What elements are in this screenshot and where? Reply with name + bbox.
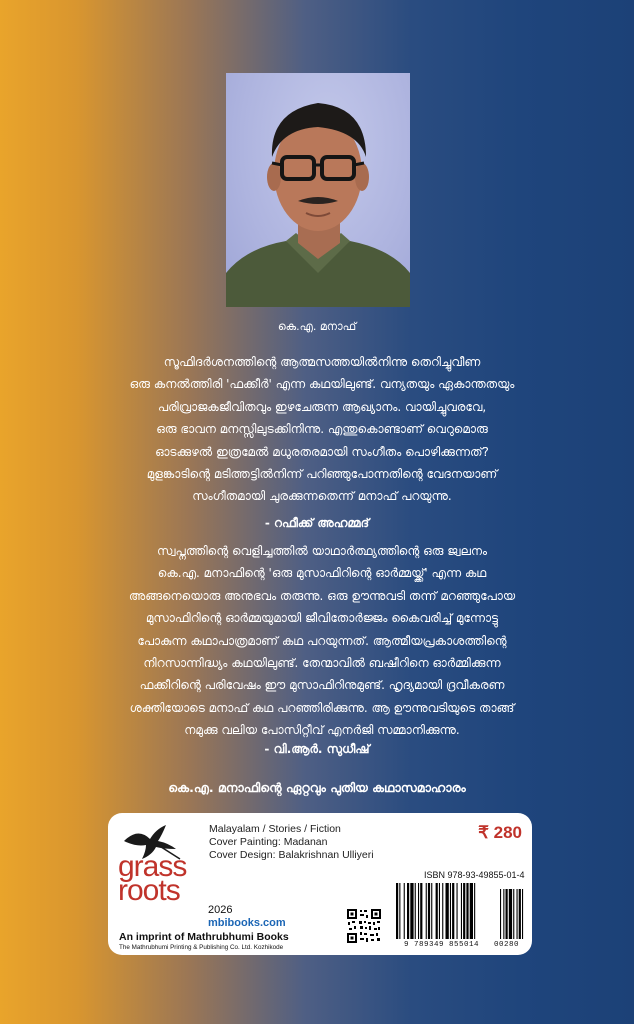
barcode-number	[404, 941, 519, 949]
barcode-main-digits: 9 789349 855014	[404, 941, 480, 949]
website-link[interactable]: mbibooks.com	[208, 917, 286, 929]
publisher-full-name: The Mathrubhumi Printing & Publishing Co. Ltd. Kozhikode	[119, 944, 284, 951]
review2-line: അങ്ങനെയൊരു അനുഭവം തരുന്നു. ഒരു ഊന്നുവടി തന്ന് മറഞ്ഞുപോയ	[128, 588, 516, 603]
price-label: ₹ 280	[478, 823, 522, 842]
review2-line: ശക്തിയോടെ മനാഫ് കഥ പറഞ്ഞിരിക്കുന്നു. ആ ഊന്നുവടിയുടെ താങ്ങ്	[129, 700, 515, 715]
review1-line: ഒരു കനൽത്തിരി 'ഫക്കീർ' എന്ന കഥയിലുണ്ട്. വന്യതയും ഏകാന്തതയും	[129, 377, 515, 392]
review2-line: പോകുന്ന കഥാപാത്രമാണ് കഥ പറയുന്നത്. ആത്മീയപ്രകാശത്തിന്റെ	[137, 633, 507, 648]
brand-line-1: grass	[118, 850, 187, 883]
review1-line: മുളങ്കാടിന്റെ മടിത്തട്ടിൽനിന്ന് പറിഞ്ഞുപോന്നതിന്റെ വേദനയാണ്	[146, 467, 498, 482]
publication-year: 2026	[208, 904, 233, 916]
review1-line: ഒരു ഭാവന മനസ്സിലുടക്കിനിന്നു. എന്തുകൊണ്ടാണ് വെറുമൊരു	[156, 422, 488, 437]
review2-line: സ്വപ്നത്തിന്റെ വെളിച്ചത്തിൽ യാഥാർത്ഥ്യത്തിന്റെ ഒരു ജ്വലനം	[156, 544, 488, 558]
review2-line: ഫക്കീറിന്റെ പരിവേഷം ഈ മുസാഫിറിനുമുണ്ട്. ഹൃദ്യമായി ദ്രവീകരണ	[139, 678, 505, 693]
review2-line: നിറസാന്നിദ്ധ്യം കഥയിലുണ്ട്. തേന്മാവിൽ ബഷീറിനെ ഓർമ്മിക്കുന്ന	[143, 656, 501, 671]
review1-line: സംഗീതമായി ചുരക്കുന്നതെന്ന് മനാഫ് പറയുന്നു.	[192, 489, 452, 504]
review1-line: ഓടക്കുഴൽ ഇത്രമേൽ മധുരതരമായി സംഗീതം പൊഴിക്കുന്നത്?	[155, 444, 489, 459]
isbn-label: ISBN 978-93-49855-01-4	[424, 870, 525, 880]
cover-painting-credit: Cover Painting: Madanan	[209, 836, 328, 848]
review2-line: കെ.എ. മനാഫിന്റെ 'ഒരു മുസാഫിറിന്റെ ഓർമ്മയ്ക്ക്' എന്ന കഥ	[157, 566, 487, 581]
qr-code-icon	[346, 908, 382, 944]
review-1-text	[112, 351, 532, 508]
book-tagline: കെ.എ. മനാഫിന്റെ ഏറ്റവും പുതിയ കഥാസമാഹാരം	[168, 780, 466, 795]
author-photo	[226, 73, 410, 307]
barcode-icon	[396, 883, 526, 941]
review2-line: മുസാഫിറിന്റെ ഓർമ്മയുമായി ജീവിതോർജ്ജം കൈവരിച്ച് മുന്നോട്ടു	[145, 611, 499, 626]
category-label: Malayalam / Stories / Fiction	[209, 823, 341, 835]
review1-line: പരിവ്രാജകജീവിതവും ഇഴചേരുന്ന ആഖ്യാനം. വായിച്ചുവരവേ,	[157, 399, 487, 414]
review2-line: നമുക്കു വലിയ പോസിറ്റീവ് എനർജി സമ്മാനിക്കുന്നു.	[184, 723, 460, 738]
imprint-line: An imprint of Mathrubhumi Books	[119, 931, 289, 943]
review-2-signature: - വി.ആർ. സുധീഷ്	[264, 742, 370, 756]
book-metadata	[209, 823, 374, 862]
cover-design-credit: Cover Design: Balakrishnan Ulliyeri	[209, 849, 374, 861]
review1-line: സൂഫിദർശനത്തിന്റെ ആത്മസത്തയിൽനിന്നു തെറിച്ചുവീണ	[163, 355, 481, 369]
review-2-text	[112, 540, 532, 742]
publisher-card	[108, 813, 532, 955]
author-name: കെ.എ. മനാഫ്	[277, 320, 357, 333]
brand-line-2: roots	[118, 874, 180, 907]
review-1-signature: - റഫീക്ക് അഹമ്മദ്	[264, 516, 370, 530]
barcode-addon-digits: 00280	[494, 941, 520, 949]
publisher-logo-text	[118, 850, 214, 907]
